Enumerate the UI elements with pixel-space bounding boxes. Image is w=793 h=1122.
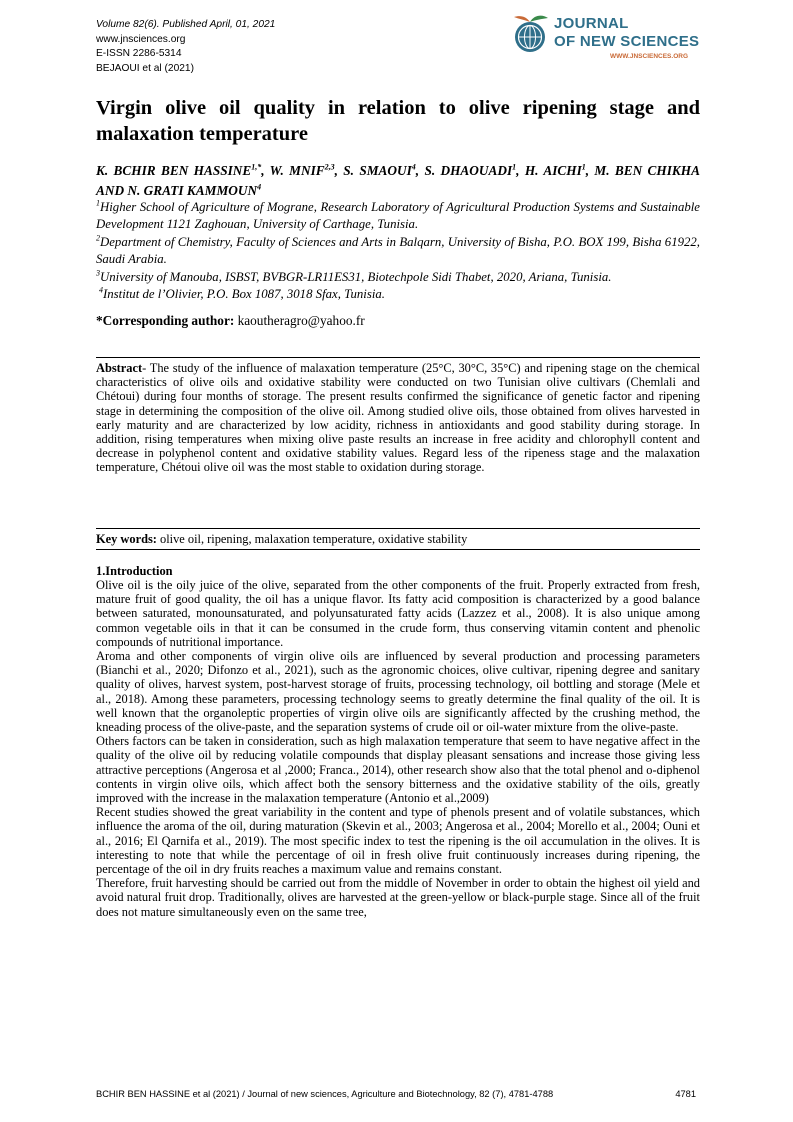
author-affiliation-mark: 1,* [251, 162, 262, 172]
website-link[interactable]: www.jnsciences.org [96, 33, 186, 45]
body-paragraph: Olive oil is the oily juice of the olive, separated from the other components of the fruit. Properly extracted from fresh, mature fruit of good quality, the oil has a unique flavor. Its fatty acid composition is characterized by a good balance between saturated, monounsaturated, and polyunsaturated fatty acids (Lazzez et al., 2008). It is also unique among common vegetable oils in that it can be consumed in the crude form, thus conserving vitamin content and phenolic compounds of nutritional importance. [96, 578, 700, 649]
author-affiliation-mark: 1 [512, 162, 517, 172]
abstract-top-rule [96, 357, 700, 358]
affiliation-number: 1 [96, 198, 100, 208]
journal-meta [96, 18, 275, 76]
author-name: M. BEN CHIKHA AND N. GRATI KAMMOUN [96, 163, 700, 198]
volume-info: Volume 82(6). Published April, 01, 2021 [96, 19, 276, 30]
corresponding-email[interactable]: kaoutheragro@yahoo.fr [237, 313, 365, 328]
author-affiliation-mark: 1 [581, 162, 586, 172]
body-paragraph: Others factors can be taken in consideration, such as high malaxation temperature that seem to have negative affect in the quality of the olive oil by reducing volatile compounds that display pleasant sensations and increase those giving less attractive perceptions (Angerosa et al ,2000; Franca., 2014), other research show also that the total phenol and o-diphenol contents in virgin olive oils, which affect both the sensory bitterness and the oxidative stability of the oils, greatly improved with the increase in the malaxation temperature (Antonio et al.,2009) [96, 734, 700, 806]
body-paragraph: Therefore, fruit harvesting should be carried out from the middle of November in order to obtain the highest oil yield and avoid natural fruit drop. Traditionally, olives are harvested at the green-yellow or black-purple stage. Since all of the fruit does not mature simultaneously even on the same tree, [96, 876, 700, 919]
affiliation-number: 2 [96, 233, 100, 243]
author-list [96, 161, 700, 201]
author-name: S. SMAOUI [343, 163, 412, 178]
introduction-body [96, 578, 700, 919]
logo-line-2: OF NEW SCIENCES [554, 33, 700, 50]
author-affiliation-mark: 2,3 [324, 162, 335, 172]
affiliation-number: 3 [96, 268, 100, 278]
journal-logo [506, 13, 706, 69]
author-separator: , [415, 163, 425, 178]
body-paragraph: Aroma and other components of virgin olive oils are influenced by several production and processing parameters (Bianchi et al., 2020; Difonzo et al., 2021), such as the agronomic choices, olive cultivar, ripening degree and sanitary quality of olives, harvest system, post-harvest storage of fruits, processing technology, oil bottling and storage (Mele et al., 2018). Among these parameters, processing technology seems to greatly determine the final quality of the oil. It is well known that the organoleptic properties of virgin olive oils are significantly affected by the crushing method, the kneading process of the olive-paste, and the separation systems of crude oil or oil-water mixture from the olive-paste. [96, 649, 700, 735]
corresponding-author [96, 313, 365, 329]
author-separator: , [334, 163, 344, 178]
affiliation-number: 4 [99, 285, 103, 295]
author-name: H. AICHI [524, 163, 582, 178]
footer-citation: BCHIR BEN HASSINE et al (2021) / Journal of new sciences, Agriculture and Biotechnology, 82 (7), 4781-4788 [96, 1089, 554, 1099]
affiliation-text: Higher School of Agriculture of Mograne, Research Laboratory of Agricultural Production Systems and Sustainable Development 1121 Zaghouan, University of Carthage, Tunisia. [96, 200, 700, 232]
affiliation-item [96, 234, 700, 269]
abstract-text: - The study of the influence of malaxation temperature (25°C, 30°C, 35°C) and ripening stage on the chemical characteristics of olive oils and oxidative stability were conducted on two Tunisian olive cultivars (Chemlali and Chétoui) during four months of storage. The present results confirmed the significance of genetic factor and ripening stage in determining the composition of the olive oil. Among studied olive oils, those obtained from olives harvested in early maturity and are characterized by low acidity, richness in antioxidants and good stability during storage. In addition, rising temperatures when mixing olive paste results an increase in free acidity and chlorophyll content and decrease in polyphenol content and oxidative stability values. Regard less of the ripeness stage and the malaxation temperature, Chétoui olive oil was the most stable to oxidation during storage. [96, 361, 700, 475]
author-separator: , [261, 163, 270, 178]
globe-leaf-icon [508, 13, 552, 57]
affiliation-text: Department of Chemistry, Faculty of Sciences and Arts in Balqarn, University of Bisha, P.O. BOX 199, Bisha 61922, Saudi Arabia. [96, 234, 700, 267]
abstract-label: Abstract [96, 361, 143, 375]
affiliation-item [96, 269, 700, 286]
author-name: W. MNIF [269, 163, 325, 178]
corresponding-label: *Corresponding author: [96, 313, 235, 328]
affiliation-item [96, 286, 700, 303]
keywords-text: olive oil, ripening, malaxation temperature, oxidative stability [156, 532, 468, 546]
author-separator: , [516, 163, 525, 178]
abstract [96, 361, 700, 475]
abstract-bottom-rule [96, 528, 700, 529]
keywords-label: Key words: [96, 532, 157, 546]
affiliation-list [96, 199, 700, 303]
logo-line-1: JOURNAL [554, 15, 629, 32]
page-footer [96, 1089, 700, 1099]
author-affiliation-mark: 4 [411, 162, 416, 172]
page-number: 4781 [675, 1089, 696, 1099]
issn: E-ISSN 2286-5314 [96, 48, 182, 60]
short-authors: BEJAOUI et al (2021) [96, 62, 194, 74]
keywords [96, 532, 700, 547]
affiliation-text: University of Manouba, ISBST, BVBGR-LR11ES31, Biotechpole Sidi Thabet, 2020, Ariana, Tunisia. [100, 269, 612, 284]
affiliation-text: Institut de l’Olivier, P.O. Box 1087, 3018 Sfax, Tunisia. [103, 287, 385, 302]
author-affiliation-mark: 4 [257, 182, 262, 192]
body-paragraph: Recent studies showed the great variability in the content and type of phenols present and of volatile substances, which influence the aroma of the oil, during maturation (Skevin et al., 2003; Angerosa et al., 2004; Morello et al., 2004; Ouni et al., 2016; El Qarnifa et al., 2019). The most specific index to test the ripening is the oil accumulation in the olives. It is interesting to note that while the percentage of oil in fresh olive fruit continuously increases during ripening, the percentage of the oil in dry fruits reaches a maximum value and remains constant. [96, 805, 700, 877]
paper-title: Virgin olive oil quality in relation to olive ripening stage and malaxation temperature [96, 97, 700, 145]
section-heading-introduction: 1.Introduction [96, 564, 173, 578]
author-name: K. BCHIR BEN HASSINE [96, 163, 252, 178]
affiliation-item [96, 199, 700, 234]
logo-url: WWW.JNSCIENCES.ORG [610, 53, 689, 60]
author-name: S. DHAOUADI [424, 163, 513, 178]
author-separator: , [585, 163, 595, 178]
keywords-bottom-rule [96, 549, 700, 550]
